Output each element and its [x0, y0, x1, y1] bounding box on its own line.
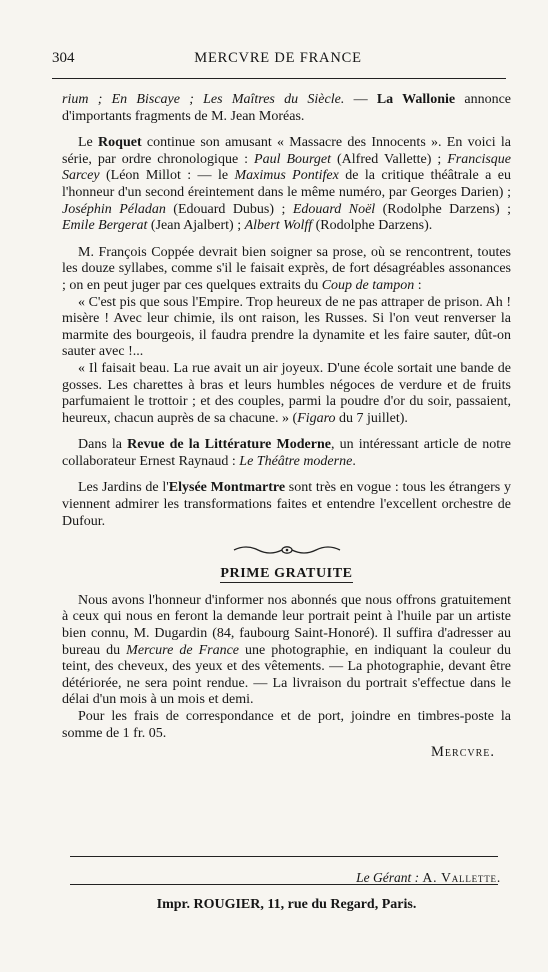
- journal-name-wallonie: La Wallonie: [376, 92, 456, 107]
- paragraph-elysee: [62, 480, 511, 530]
- journal-name-revue: Revue de la Littérature Moderne: [127, 437, 331, 453]
- page-header: [52, 50, 504, 74]
- footer-rule-top: [70, 856, 498, 857]
- gerant-label: Le Gérant :: [356, 870, 420, 885]
- section-title: [62, 566, 511, 583]
- signature: Mercvre.: [431, 744, 495, 761]
- gerant-name: A. Vallette.: [419, 870, 501, 885]
- imprint-block: [62, 889, 511, 914]
- footer-rule-bottom: [70, 884, 498, 885]
- section-title-text: PRIME GRATUITE: [220, 566, 353, 582]
- running-head: MERCVRE DE FRANCE: [194, 50, 362, 66]
- quote-coppee-2: « Il faisait beau. La rue avait un air joyeux. D'une école sortait une bande de gosses. Les charettes à bras et leurs humbles négoces de verdure et de fruits parfumaient le trottoir ; et des couples, parmi la poudre d'or du soir, passaient, heureux, chacun auprès de sa chacune. » (Figaro du 7 juillet).: [62, 360, 511, 426]
- paragraph-roquet: [62, 135, 511, 235]
- roquet-pre: Le: [78, 135, 99, 151]
- journal-titles-italic: rium ; En Biscaye ; Les Maîtres du Siècle.: [62, 92, 345, 107]
- dash: —: [344, 92, 377, 107]
- paragraph-prime: Nous avons l'honneur d'informer nos abonnés que nous offrons gratuitement à ceux qui nous en feront la demande leur portrait peint à l'huile par un artiste bien connu, M. Dugardin (84, faubourg Saint-Honoré). Il suffira d'adresser au bureau du Mercure de France une photographie, en indiquant la couleur du teint, des cheveux, des yeux et des vêtements. — La photographie, devant être détériorée, ne sera point rendue. — La livraison du portrait s'effectue dans le délai d'un mois à un mois et demi.: [62, 592, 512, 708]
- paragraph-postage: Pour les frais de correspondance et de port, joindre en timbres-poste la somme de 1 fr. 05.: [62, 709, 511, 741]
- paragraph-continuation: [62, 92, 511, 125]
- footer: [62, 858, 511, 887]
- elysee-pre: Les Jardins de l': [78, 480, 169, 496]
- paragraph-coppee: M. François Coppée devrait bien soigner sa prose, où se rencontrent, toutes les douze syllabes, comme s'il le faisait exprès, de fort désagréables assonances ; on en peut juger par ces quelques extraits du Coup de tampon :: [62, 244, 511, 293]
- main-text: [62, 92, 511, 761]
- paragraph-revue: [62, 437, 511, 470]
- roquet-list: Paul Bourget (Alfred Vallette) ; Francisque Sarcey (Léon Millot : — le Maximus Pontifex de la critique théâtrale a eu l'honneur d'un second éreintement dans le même numéro, par Georges Darien) ; Joséphin Péladan (Edouard Dubus) ; Edouard Noël (Rodolphe Darzens) ; Emile Bergerat (Jean Ajalbert) ; Albert Wolff (Rodolphe Darzens).: [62, 151, 511, 234]
- quote-coppee-1: « C'est pis que sous l'Empire. Trop heureux de ne pas attraper de prison. Ah ! misère ! Avec leur chimie, ils ont raison, les Russes. Si l'on veut renverser la marmite des bourgeois, il faudra prendre la dynamite et les faire sauter, dût-on sauter avec !...: [62, 294, 511, 360]
- journal-name-roquet: Roquet: [98, 135, 142, 151]
- revue-rest: , un intéressant article de notre collaborateur Ernest Raynaud : Le Théâtre moderne.: [62, 437, 511, 469]
- roquet-body: continue son amusant « Massacre des Innocents ». En voici la série, par ordre chronologique :: [62, 135, 511, 167]
- elysee-rest: sont très en vogue : tous les étrangers y viennent admirer les transformations faites et entendre l'excellent orchestre de Dufour.: [62, 480, 511, 529]
- page-number: 304: [52, 50, 75, 66]
- header-rule: [52, 78, 506, 79]
- imprint-line: Impr. ROUGIER, 11, rue du Regard, Paris.: [156, 897, 417, 912]
- venue-name-elysee: Elysée Montmartre: [168, 480, 286, 496]
- decorative-flourish-icon: [62, 544, 511, 558]
- revue-pre: Dans la: [78, 437, 128, 453]
- continuation-rest: annonce d'importants fragments de M. Jean Moréas.: [62, 92, 512, 124]
